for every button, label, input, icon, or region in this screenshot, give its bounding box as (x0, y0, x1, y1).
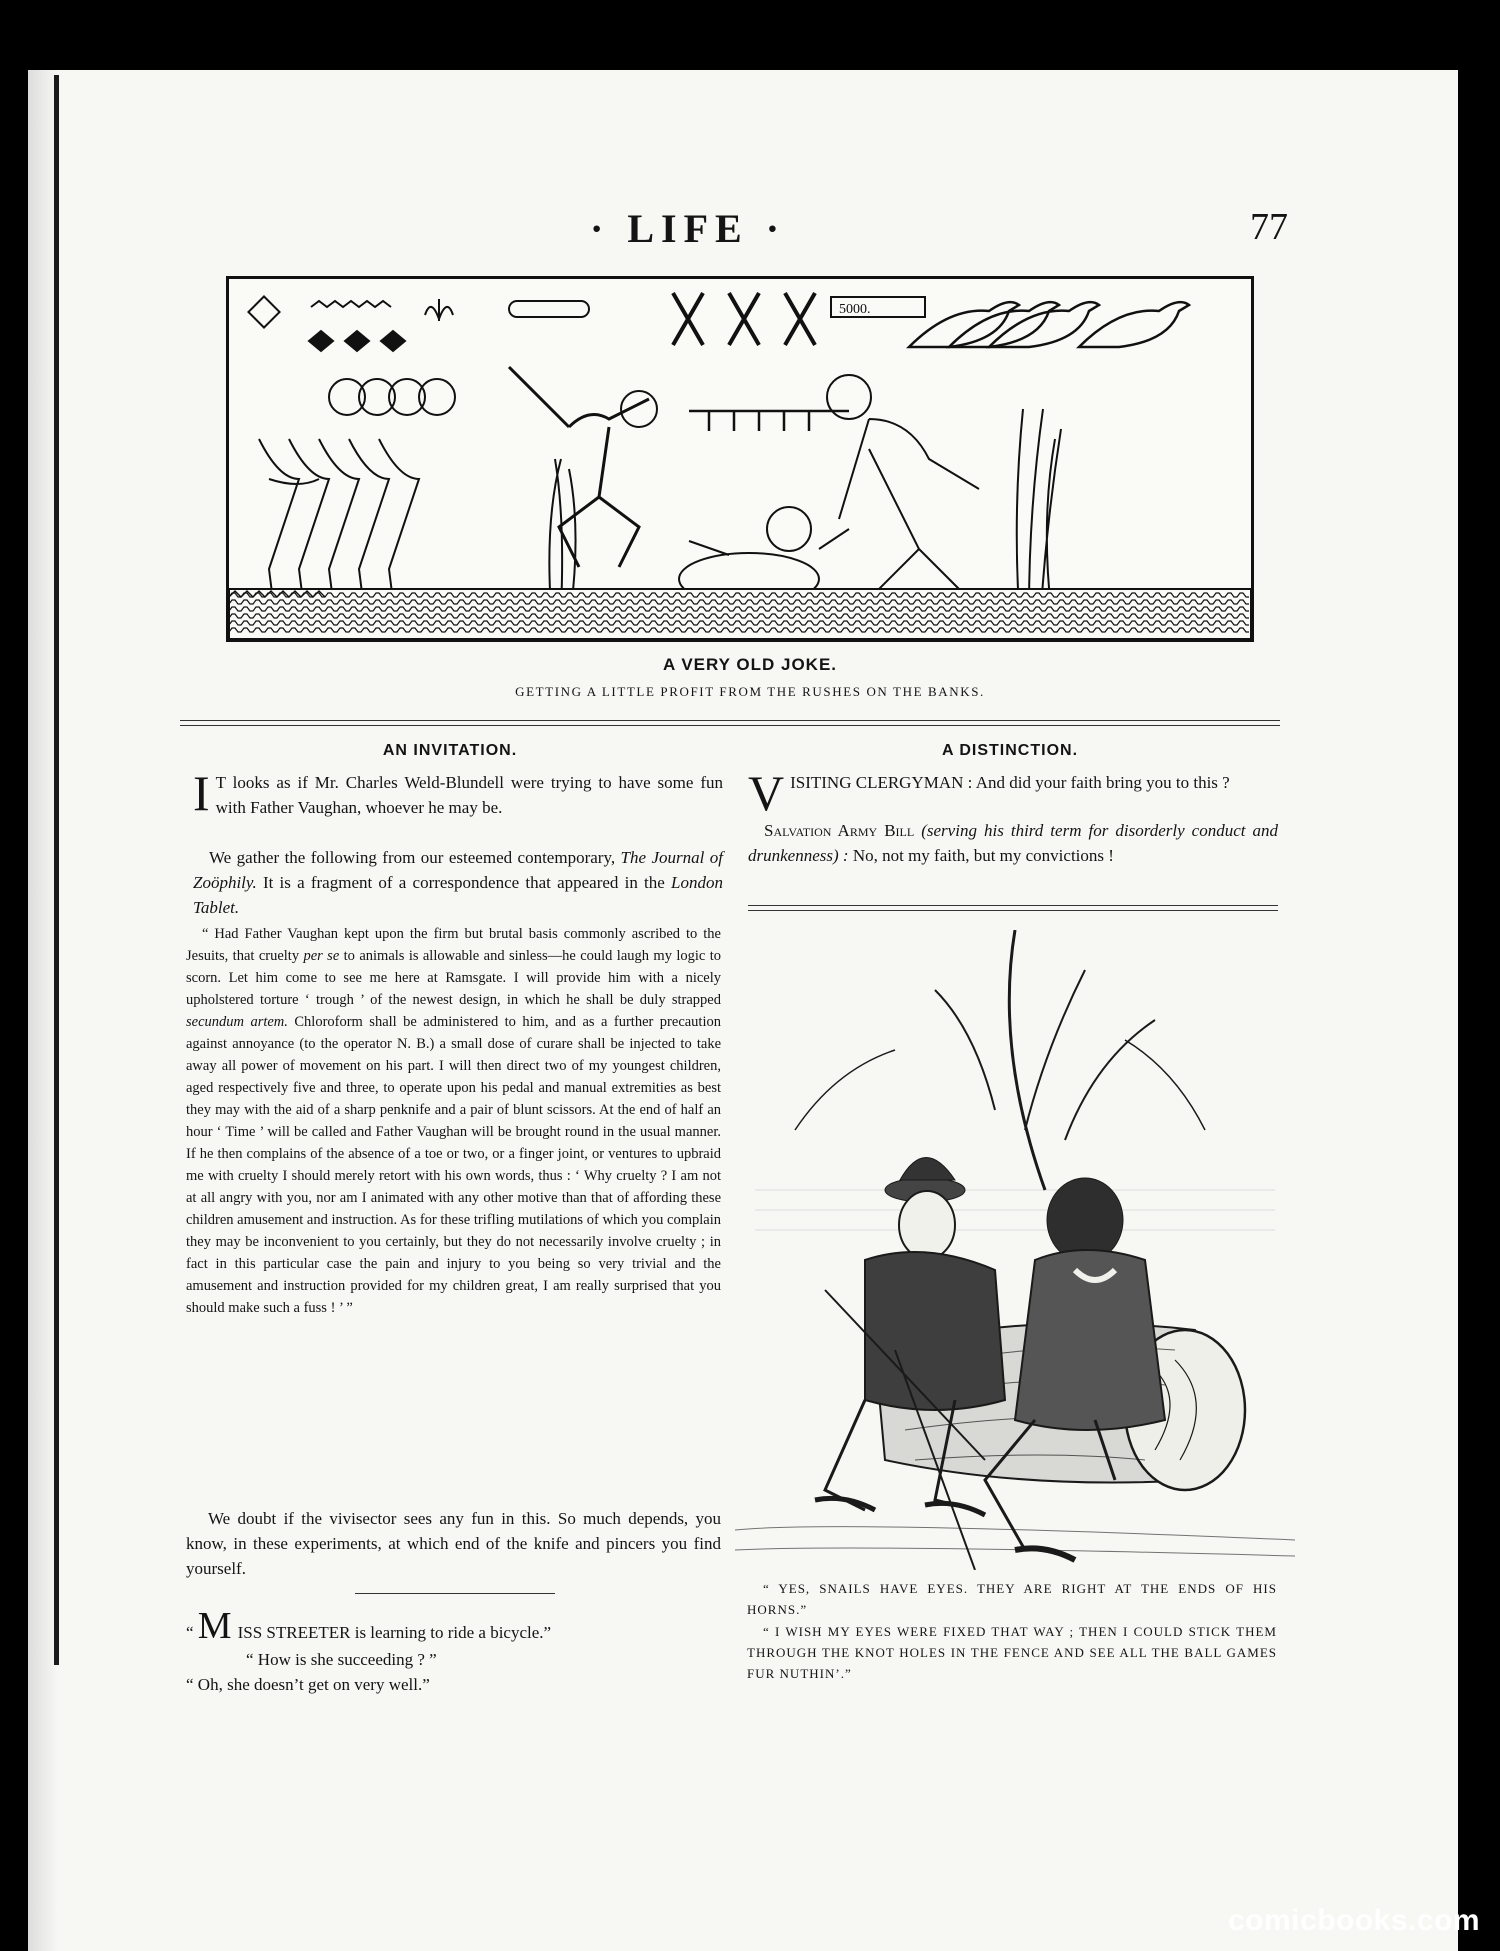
distinction-paragraph-2 (748, 818, 1278, 868)
top-illustration-caption-subtitle: GETTING A LITTLE PROFIT FROM THE RUSHES ON THE BANKS. (515, 684, 985, 699)
quote-text: “ Had Father Vaughan kept upon the firm but brutal basis commonly ascribed to the Jesuits, that cruelty (186, 926, 721, 964)
quote-text: Chloroform shall be administered to him, and as a further precaution against annoyance (to the operator N. B.) a small dose of curare shall be injected to take away all power of movement on his part. I will then direct two of my youngest children, aged respectively five and three, to operate upon his pedal and manual extremities as best they may with the aid of a sharp penknife and a pair of blunt scissors. At the end of half an hour ‘ Time ’ will be called and Father Vaughan will be brought round in the usual manner. If he then complains of the absence of a toe or two, or a finger joint, or ventures to upbraid me with cruelty I should merely retort with his own words, thus : ‘ Why cruelty ? I am not at all angry with you, nor am I animated with any other motive than that of affording these children amusement and instruction. As for these trifling mutilations of which you complain they may be inconvenient to you certainly, but they do not necessarily involve cruelty ; in fact in this particular case the pain and injury to you being so very trivial and the amusement and instruction provided for my children great, I am really surprised that you should make such a fuss ! ’ ” (186, 1014, 721, 1316)
joke-line-2: “ How is she succeeding ? ” (246, 1650, 437, 1669)
drop-cap: I (193, 765, 210, 821)
site-watermark: comicbooks.com (1228, 1904, 1481, 1937)
joke-line-3: “ Oh, she doesn’t get on very well.” (186, 1675, 430, 1694)
binding-edge (54, 75, 59, 1665)
illustration-caption-2: “ I WISH MY EYES WERE FIXED THAT WAY ; THEN I COULD STICK THEM THROUGH THE KNOT HOLES IN THE FENCE AND SEE ALL THE BALL GAMES FUR NUTHIN’.” (747, 1624, 1277, 1681)
section-rule (180, 720, 1280, 721)
section-rule-double (180, 725, 1280, 726)
section-rule (748, 905, 1278, 906)
zigzag-band (229, 589, 1251, 639)
joke-divider (355, 1593, 555, 1594)
top-illustration (226, 276, 1254, 642)
quote-italic: per se (303, 948, 340, 964)
frieze-drawing (229, 279, 1251, 639)
stage-direction: (serving his third term for disorderly conduct and drunkenness) : (748, 821, 1278, 865)
masthead-title: · LIFE · (590, 206, 787, 251)
top-illustration-caption-title: A VERY OLD JOKE. (662, 655, 838, 674)
joke-open-quote: “ (186, 1623, 194, 1642)
invitation-paragraph-2 (193, 845, 723, 920)
quote-text: to animals is allowable and sinless—he could laugh my logic to scorn. Let him come to see me here at Ramsgate. I will provide him with a nicely upholstered torture ‘ trough ’ of the newest design, in which he shall be duly strapped (186, 948, 721, 1008)
quote-italic: secundum artem. (186, 1014, 288, 1030)
invitation-quote (186, 923, 721, 1319)
article-heading-invitation: AN INVITATION. (382, 742, 518, 759)
invitation-paragraph-3: We doubt if the vivisector sees any fun in this. So much depends, you know, in these experiments, at which end of the knife and pincers you find yourself. (186, 1509, 721, 1578)
speaker-name: Salvation Army Bill (764, 821, 915, 840)
paragraph-text: It is a fragment of a correspondence that appeared in the (262, 873, 665, 892)
distinction-paragraph-1-text: ISITING CLERGYMAN : And did your faith bring you to this ? (790, 773, 1230, 792)
article-heading-distinction: A DISTINCTION. (941, 742, 1079, 759)
journal-title: The Journal of Zoöphily. (193, 848, 723, 892)
joke-line-1: ISS STREETER is learning to ride a bicycle.” (237, 1623, 552, 1642)
distinction-paragraph-1 (748, 765, 1278, 821)
bicycle-joke (186, 1605, 721, 1697)
invitation-paragraph-1-text: T looks as if Mr. Charles Weld-Blundell were trying to have some fun with Father Vaughan, whoever he may be. (215, 773, 723, 817)
joke-drop-cap: M (197, 1605, 232, 1647)
invitation-paragraph-1 (193, 765, 723, 821)
boys-on-log-illustration (735, 930, 1295, 1570)
illustration-caption-1: “ YES, SNAILS HAVE EYES. THEY ARE RIGHT AT THE ENDS OF HIS HORNS.” (747, 1581, 1277, 1617)
paragraph-text: We gather the following from our esteemed contemporary, (209, 848, 616, 867)
boys-on-log-drawing (735, 930, 1295, 1570)
section-rule-double (748, 910, 1278, 911)
drop-cap: V (748, 765, 785, 821)
glyph-number: 5000. (839, 302, 871, 317)
speaker-reply: No, not my faith, but my convictions ! (852, 846, 1114, 865)
page-number: 77 (1250, 206, 1288, 248)
newspaper-title: London Tablet. (193, 873, 723, 917)
